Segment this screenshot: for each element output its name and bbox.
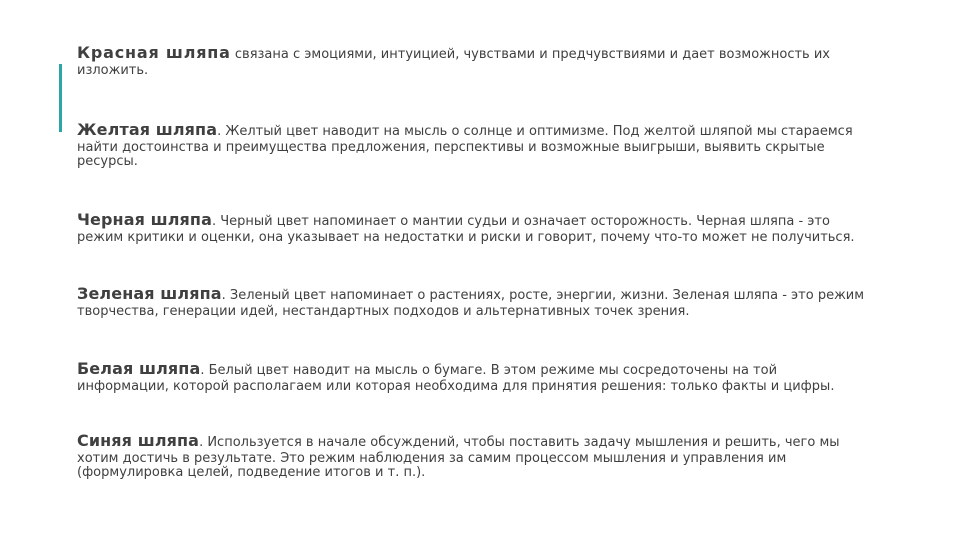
hat-paragraph-black <box>77 211 887 245</box>
hat-first-line <box>77 44 887 64</box>
hat-text-red: изложить. <box>77 63 149 78</box>
hat-lead-black: . Черный цвет напоминает о мантии судьи и означает осторожность. Черная шляпа - это <box>211 214 830 229</box>
hat-paragraph-blue <box>77 432 887 480</box>
hat-first-line <box>77 211 887 231</box>
hat-lead-white: . Белый цвет наводит на мысль о бумаге. В этом режиме мы сосредоточены на той <box>200 363 778 378</box>
hat-first-line <box>77 360 887 380</box>
hat-paragraph-red <box>77 44 887 78</box>
hat-paragraph-green <box>77 285 887 319</box>
hat-title-yellow: Желтая шляпа <box>77 120 218 139</box>
hat-first-line <box>77 285 887 305</box>
hat-title-black: Черная шляпа <box>77 210 212 229</box>
hat-paragraph-yellow <box>77 121 887 169</box>
hat-paragraph-white <box>77 360 887 394</box>
hat-text-blue: хотим достичь в результате. Это режим наблюдения за самим процессом мышления и управления им (формулировка целей, подведение итогов и т. п.). <box>77 451 787 480</box>
hat-title-blue: Синяя шляпа <box>77 431 200 450</box>
hat-title-red: Красная шляпа <box>77 43 231 62</box>
accent-bar <box>59 64 62 132</box>
hat-text-black: режим критики и оценки, она указывает на недостатки и риски и говорит, почему что-то может не получиться. <box>77 230 855 245</box>
hat-first-line <box>77 432 887 452</box>
hat-text-yellow: найти достоинства и преимущества предложения, перспективы и возможные выигрыши, выявить скрытые ресурсы. <box>77 140 825 169</box>
hat-title-green: Зеленая шляпа <box>77 284 222 303</box>
hat-text-green: творчества, генерации идей, нестандартных подходов и альтернативных точек зрения. <box>77 304 690 319</box>
hat-lead-blue: . Используется в начале обсуждений, чтобы поставить задачу мышления и решить, чего мы <box>199 435 840 450</box>
hat-lead-green: . Зеленый цвет напоминает о растениях, росте, энергии, жизни. Зеленая шляпа - это режим <box>221 288 865 303</box>
hat-text-white: информации, которой располагаем или которая необходима для принятия решения: только факты и цифры. <box>77 379 835 394</box>
hat-lead-red: связана с эмоциями, интуицией, чувствами и предчувствиями и дает возможность их <box>230 47 830 62</box>
hat-first-line <box>77 121 887 141</box>
hat-title-white: Белая шляпа <box>77 359 201 378</box>
hat-lead-yellow: . Желтый цвет наводит на мысль о солнце и оптимизме. Под желтой шляпой мы стараемся <box>217 124 853 139</box>
